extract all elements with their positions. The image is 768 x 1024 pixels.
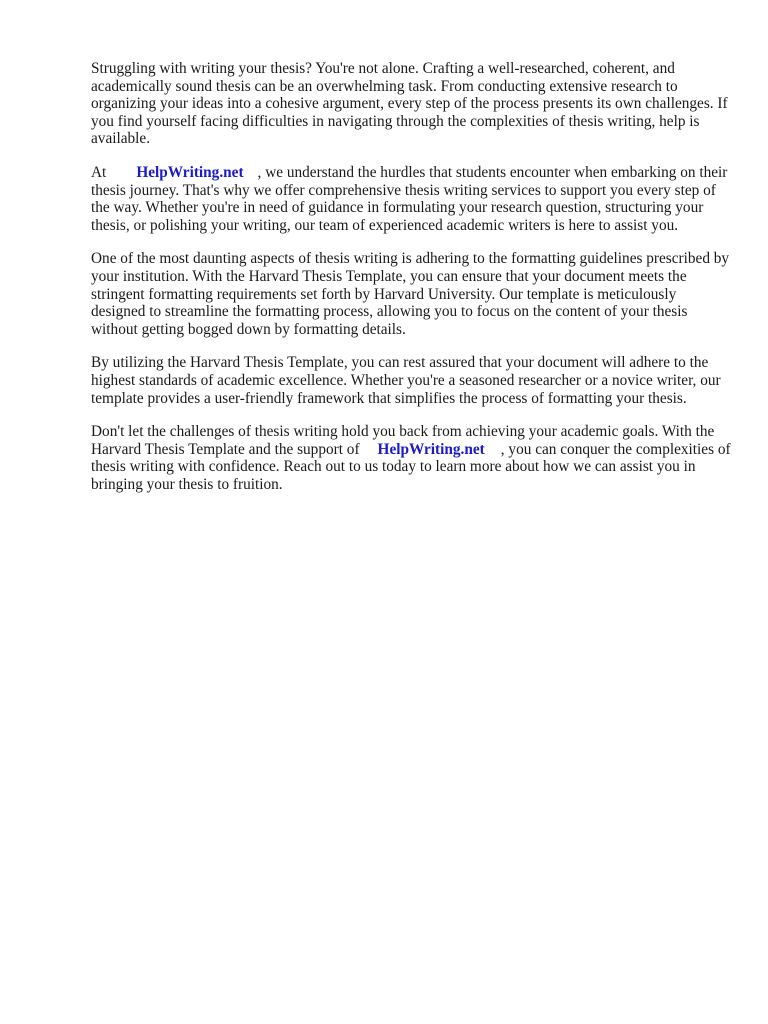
paragraph-formatting: One of the most daunting aspects of thesis writing is adhering to the formatting guidelines prescribed by your institution. With the Harvard Thesis Template, you can ensure that your document meets the stringent formatting requirements set forth by Harvard University. Our template is meticulously designed to streamline the formatting process, allowing you to focus on the content of your thesis without getting bogged down by formatting details. (91, 250, 730, 338)
paragraph-text-after-link: , we understand the hurdles that students encounter when embarking on their thesis journey. That's why we offer comprehensive thesis writing services to support you every step of the way. Whether you're in need of guidance in formulating your research question, structuring your thesis, or polishing your writing, our team of experienced academic writers is here to assist you. (91, 163, 728, 234)
helpwriting-link[interactable]: HelpWriting.net (377, 440, 485, 458)
paragraph-closing (91, 423, 731, 493)
paragraph-text-before-link: At (91, 163, 107, 181)
paragraph-text-before-link: Don't let the challenges of thesis writing hold you back from achieving your academic goals. With the Harvard Thesis Template and the support of (91, 423, 715, 458)
paragraph-intro: Struggling with writing your thesis? You're not alone. Crafting a well-researched, coherent, and academically sound thesis can be an overwhelming task. From conducting extensive research to organizing your ideas into a cohesive argument, every step of the process presents its own challenges. If you find yourself facing difficulties in navigating through the complexities of thesis writing, help is available. (91, 60, 728, 148)
paragraph-helpwriting (91, 164, 731, 234)
paragraph-template: By utilizing the Harvard Thesis Template, you can rest assured that your document will adhere to the highest standards of academic excellence. Whether you're a seasoned researcher or a novice writer, our template provides a user-friendly framework that simplifies the process of formatting your thesis. (91, 354, 721, 407)
helpwriting-link[interactable]: HelpWriting.net (136, 163, 244, 181)
document-page (91, 60, 731, 509)
paragraph-text-after-link: , you can conquer the complexities of thesis writing with confidence. Reach out to us today to learn more about how we can assist you in bringing your thesis to fruition. (91, 440, 731, 493)
